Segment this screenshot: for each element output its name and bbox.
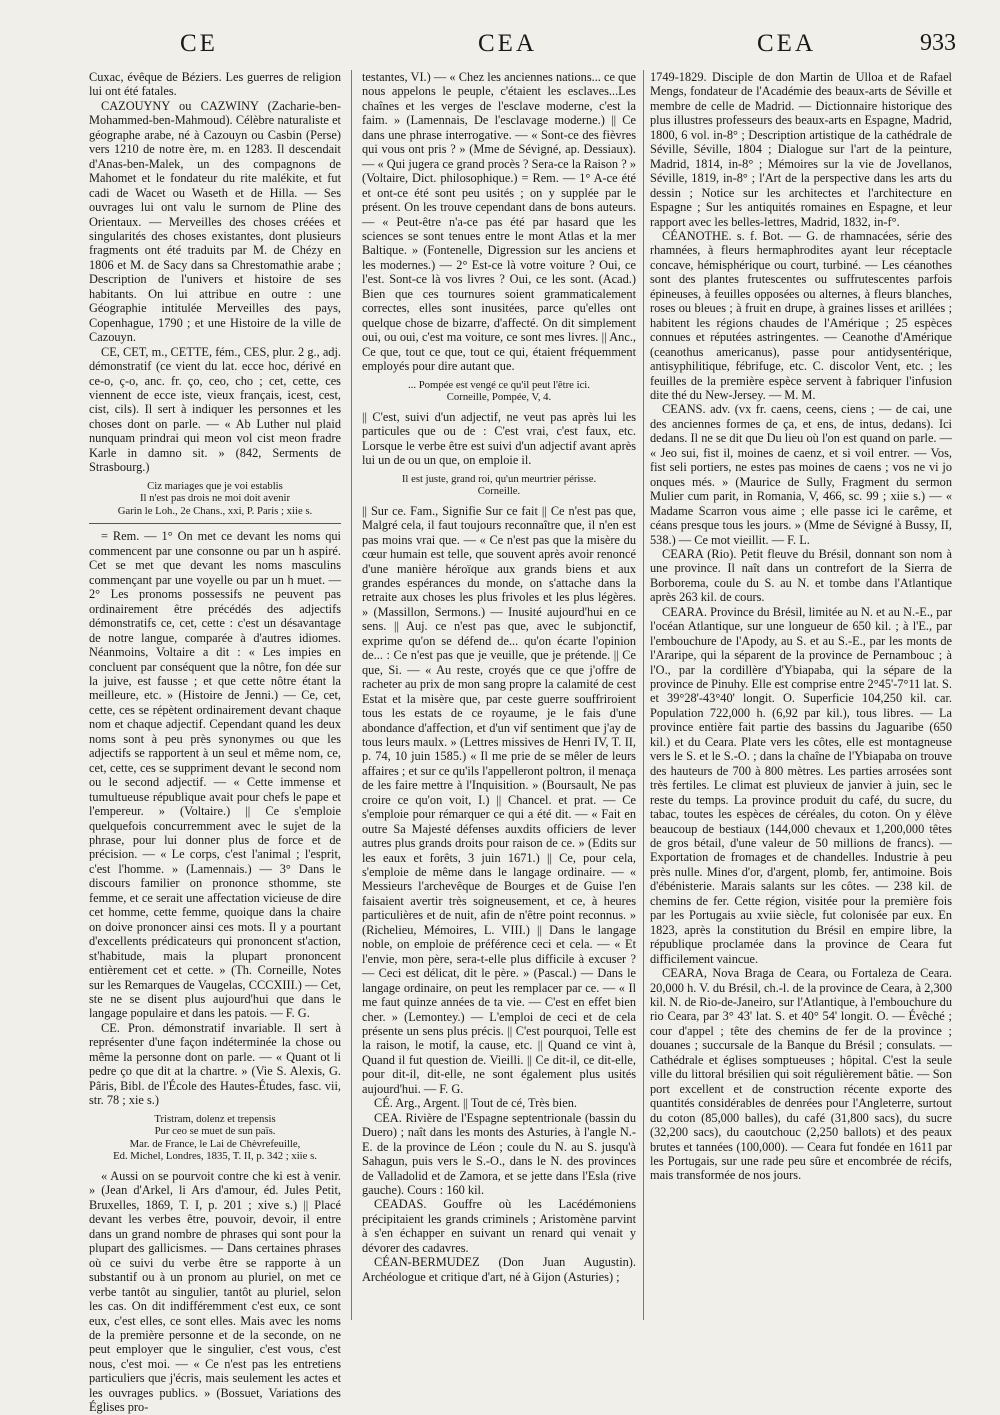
entry-ce-adjective: CE, CET, m., CETTE, fém., CES, plur. 2 g., adj. démonstratif (ce vient du lat. ecce hoc, dérivé en ce-o, ç-o, anc. fr. ço, ceo, cho ; cet, cette, ces viennent de ecce iste, vieux français, icest, cest, cist, cils). Il sert à indiquer les personnes et les choses dont on parle. — « Ab Luther nul plaid nunquam prindrai qui meon vol cist meon fradre Karle in damno sit. » (842, Serments de Strasbourg.) [89, 344, 341, 475]
entry-sur-ce: || Sur ce. Fam., Signifie Sur ce fait || Ce n'est pas que, Malgré cela, il faut toujours reconnaître que, il n'en est pas moins vrai que. — « Ce n'est pas que la misère du cœur humain est telle, que souvent après avoir renoncé d'une manière héroïque aux grands biens et aux grandes espérances du monde, on s'attache dans la retraite aux choses les plus frivoles et les plus légères. » (Massillon, Sermons.) — Inusité aujourd'hui en ce sens. || Auj. ce n'est pas que, avec le subjonctif, exprime qu'on se défend de... qu'on écarte l'opinion de... : Ce n'est pas que je veuille, que je prétende. || Ce que, Si. — « Au reste, croyés que ce que j'offre de racheter au prix de mon sang propre la calamité de cest Estat et la misère que, par ceste guerre souffriroient tous les estats de ce royaume, je le fais d'une abondance d'affection, et d'un vif sentiment que j'ay de tous leurs maulx. » (Lettres missives de Henri IV, T. II, p. 74, 10 juin 1585.) « Il me prie de se mêler de leurs affaires ; et sur ce qu'ils l'appelleront poltron, il menaça de les faire mettre à l'Inquisition. » (Boursault, Ne pas croire ce qu'on voit, I.) || Chancel. et prat. — Ce s'emploie pour rémarquer ce qui a été dit. — « Fait en outre Sa Majesté défenses auxdits officiers de lever autres plus grands droits pour raison de ce. » (Edits sur les eaux et forêts, 3 juin 1671.) || Ce, pour cela, s'emploie de même dans le langage ordinaire. — « Messieurs l'archevêque de Bourges et de Guise l'en faisaient avertir très soigneusement, et ce, à heures particulières et de nuit, afin de n'être point reconnus. » (Richelieu, Mémoires, L. VIII.) || Dans le langage noble, on emploie de préférence ceci et cela. — « Et l'envie, mon père, sera-t-elle plus difficile à excuser ? — Ceci est délicat, dit le père. » (Pascal.) — Dans le langage ordinaire, on peut les remplacer par ce. — « Il me faut quinze années de ta vie. — C'est en effet bien cher. » (Lemontey.) — L'emploi de ceci et de cela présente un sens plus précis. || C'est pourquoi, Telle est la raison, le motif, la cause, etc. || Quand ce vint à, Quand il fut question de. Vieilli. || Ce dit-il, ce dit-elle, pour dit-il, dit-elle, ne sont également plus usités aujourd'hui. — F. G. [362, 503, 636, 1096]
entry-cest-adjective: || C'est, suivi d'un adjectif, ne veut pas après lui les particules que ou de : C'est vrai, c'est faux, etc. Lorsque le verbe être est suivi d'un adjectif avant après lui un de ou un que, on emploie il. [362, 409, 636, 468]
entry-ceara-province: CEARA. Province du Brésil, limitée au N. et au N.-E., par l'océan Atlantique, sur une longueur de 650 kil. ; à l'E., par l'embouchure de l'Apody, au S. et au S.-E., par les monts de l'Araripe, qui la séparent de la province de Pernambouc ; à l'O., par la cordillère d'Ybiapaba, qui la sépare de la province de Pinuhy. Elle est comprise entre 2°45'-7°11 lat. S. et 39°28'-43°40' longit. O. Superficie 104,250 kil. car. Population 722,000 h. (6,92 par kil.), tous libres. — La province entière fait partie des bassins du Jaguaribe (650 kil.) et du Ceara. Plate vers les côtes, elle est montagneuse vers le S. et le S.-O. ; dans la chaîne de l'Ybiapaba on trouve des hauteurs de 700 à 800 mètres. Les parties arrosées sont très fertiles. Le climat est pluvieux de janvier à juin, sec le reste du temps. La province produit du café, du sucre, du tabac, toutes les espèces de céréales, du coton. On y élève beaucoup de bestiaux (144,000 chevaux et 1,200,000 têtes de gros bétail, d'une valeur de 50 millions de francs). — Exportation de fromages et de chandelles. Industrie à peu près nulle. Mines d'or, d'argent, plomb, fer, antimoine. Bois d'ébénisterie. Marais salants sur les côtes. — 238 kil. de chemins de fer. Cette région, visitée pour la première fois par les Portugais au xviie siècle, fut colonisée par eux. En 1823, après la constitution du Brésil en empire libre, la république proclamée dans la province de Ceara fut difficilement vaincue. [650, 604, 952, 966]
entry-cea-river: CEA. Rivière de l'Espagne septentrionale (bassin du Duero) ; naît dans les monts des Asturies, à l'angle N.-E. de la province de Léon ; coule du N. au S. jusqu'à Sahagun, puis vers le S.-O., dans le N. des provinces de Valladolid et de Zamora, et se jette dans l'Esla (rive gauche). Cours : 160 kil. [362, 1110, 636, 1197]
entry-ceadas: CEADAS. Gouffre où les Lacédémoniens précipitaient les grands criminels ; Aristomène parvint à s'en échapper en suivant un renard qui venait y dévorer des cadavres. [362, 1197, 636, 1255]
header-left-word: CE [180, 30, 218, 57]
header-right-word: CEA [757, 30, 816, 57]
column-3 [650, 70, 952, 1322]
entry-cean-bermudez: CÉAN-BERMUDEZ (Don Juan Augustin). Archéologue et critique d'art, né à Gijon (Asturies) ; [362, 1255, 636, 1284]
entry-ce-remarks: = Rem. — 1° On met ce devant les noms qui commencent par une consonne ou par un h aspiré. Cet se met que devant les noms masculins commençant par une voyelle ou par un h muet. — 2° Les pronoms possessifs ne peuvent pas ordinairement être précédés des adjectifs démonstratifs ce, cet, cette : c'est un désavantage de notre langue, comparée à d'autres idiomes. Néanmoins, Voltaire a dit : « Les impies en concluent par conséquent que la nôtre, fon dée sur la juive, est fausse ; et que cette nôtre étant la meilleure, etc. » (Histoire de Jenni.) — Ce, cet, cette, ces se répètent ordinairement devant chaque nom et chaque adjectif. Cependant quand les deux noms sont à peu près synonymes ou que les adjectifs se rapportent à un seul et même nom, ce, cet, cette, ces se suppriment devant le second nom ou le second adjectif. — « Cette immense et tumultueuse république avait pour chefs le pape et l'empereur. » (Voltaire.) || Ce s'emploie quelquefois concurremment avec le sujet de la phrase, pour lui donner plus de force et de précision. — « Le corps, c'est l'animal ; l'esprit, c'est l'homme. » (Lamennais.) — 3° Dans le discours familier on prononce sthomme, ste femme, et ce serait une affectation vicieuse de dire cet homme, cette femme, quoique dans la chaire on doive prononcer ainsi ces mots. Il y a pourtant d'excellents prédicateurs qui prononcent st'action, st'habitude, mais la plupart prononcent entièrement cet et cette. » (Th. Corneille, Notes sur les Remarques de Vaugelas, CCCXIII.) — Cet, ste ne se disent plus aujourd'hui que dans le langage populaire et dans les patois. — F. G. [89, 529, 341, 1021]
quotation-corneille: Il est juste, grand roi, qu'un meurtrier périsse. Corneille. [401, 472, 597, 498]
quotation-tristram: Tristram, dolenz et trepensis Pur ceo se muet de sun païs. Mar. de France, le Lai de Chèvrefeuille, Ed. Michel, Londres, 1835, T. II, p. 342 ; xiie s. [113, 1112, 317, 1163]
column-2 [362, 70, 636, 1322]
entry-ceara-river: CEARA (Rio). Petit fleuve du Brésil, donnant son nom à une province. Il naît dans un contrefort de la Sierra de Borborema, coule du S. au N. et tombe dans l'Atlantique après 263 kil. de cours. [650, 546, 952, 605]
column-1 [89, 70, 341, 1415]
column-divider-1 [351, 70, 352, 1320]
entry-ce-argot: CÉ. Arg., Argent. || Tout de cé, Très bien. [374, 1096, 577, 1111]
page-number: 933 [920, 30, 956, 56]
entry-continuation: Cuxac, évêque de Béziers. Les guerres de religion lui ont été fatales. [89, 70, 341, 99]
column-divider-2 [643, 70, 644, 1320]
entry-ce-pronoun: CE. Pron. démonstratif invariable. Il sert à représenter d'une façon indéterminée la chose ou même la personne dont on parle. — « Quant ot li pedre ço que dit at la chartre. » (Vie S. Alexis, G. Pâris, Bibl. de l'École des Hautes-Études, fasc. vii, str. 78 ; xie s.) [89, 1020, 341, 1108]
header-middle-word: CEA [478, 30, 537, 57]
entry-ceara-city: CEARA, Nova Braga de Ceara, ou Fortaleza de Ceara. 20,000 h. V. du Brésil, ch.-l. de la province de Ceara, à 2,300 kil. N. de Rio-de-Janeiro, sur l'Atlantique, à l'embouchure du rio Ceara, par 3° 43' lat. S. et 40° 54' longit. O. — Évêché ; cour d'appel ; tête des chemins de fer de la province ; douanes ; succursale de la Banque du Brésil ; consulats. — Cathédrale et églises somptueuses ; hôpital. C'est la seule ville du littoral brésilien qui soit régulièrement bâtie. — Son port excellent et de construction récente exporte des quantités considérables de denrées pour l'Angleterre, surtout du coton (85,000 balles), du café (31,800 sacs), du sucre (32,200 sacs), du caoutchouc (2,250 ballots) et des peaux brutes et tannées (100,000). — Ceara fut fondée en 1611 par les Portugais, sur une rade peu sûre et encombrée de récifs, mais transformée de nos jours. [650, 966, 952, 1183]
entry-cazouyny: CAZOUYNY ou CAZWINY (Zacharie-ben-Mohammed-ben-Mahmoud). Célèbre naturaliste et géographe arabe, né à Cazouyn ou Casbin (Perse) vers 1210 de notre ère, m. en 1283. Il descendait d'Anas-ben-Malek, un des compagnons de Mahomet et le fondateur du rite malékite, et fut cadi de Wacet ou Waseth et de Hilla. — Ses ouvrages lui ont valu le surnom de Pline des Orientaux. — Merveilles des choses créées et singularités des choses existantes, dont plusieurs fragments ont été traduits par M. de Chézy en 1806 et M. de Sacy dans sa Chrestomathie arabe ; Description de l'univers et histoire de ses habitants. On lui attribue en outre : une Géographie intitulée Merveilles des pays, Copenhague, 1790 ; et une Histoire de la ville de Cazouyn. [89, 98, 341, 345]
separator-rule [89, 523, 341, 524]
running-header [0, 30, 1000, 60]
entry-ce-pronoun-continued: « Aussi on se pourvoit contre che ki est à venir. » (Jean d'Arkel, li Ars d'amour, éd. Jules Petit, Bruxelles, 1869, T. I, p. 201 ; xive s.) || Placé devant les verbes être, pouvoir, devoir, il entre dans un grand nombre de phrases qui sont pour la plupart des gallicismes. — Dans certaines phrases où ce suivi du verbe être se rapporte à un substantif ou à un pronom au pluriel, on met ce verbe tantôt au singulier, tantôt au pluriel, selon les cas. On dit indifféremment c'est eux, ce sont eux, c'est elles, ce sont elles. Mais avec les noms de la première personne et de la seconde, on ne peut employer que le singulier, c'est vous, c'est nous, c'est moi. — « Ce n'est pas les entretiens particuliers que j'écris, mais seulement les actes et les ouvrages publics. » (Bossuet, Variations des Églises pro- [89, 1168, 341, 1415]
quotation-garin: Ciz mariages que je voi establis Il n'est pas drois ne moi doit avenir Garin le Loh., 2e Chans., xxi, P. Paris ; xiie s. [117, 479, 313, 517]
entry-ceanothe: CÉANOTHE. s. f. Bot. — G. de rhamnacées, série des rhamnées, à fleurs hermaphrodites ayant leur réceptacle concave, hémisphérique ou court, turbiné. — Les céanothes sont des plantes frutescentes ou suffrutescentes parfois épineuses, à feuilles opposées ou alternes, à fleurs blanches, roses ou bleues ; à fruit en drupe, à graines lisses et arillées ; habitent les régions chaudes de l'Amérique ; 25 espèces connues et réputées astringentes. — Ceanothe d'Amérique (ceanothus americanus), passe pour antidysentérique, antisyphilitique, fébrifuge, etc. C. discolor Vent, etc. ; les feuilles de la première espèce servent à fabriquer l'infusion dite thé du New-Jersey. — M. M. [650, 228, 952, 402]
quotation-pompee: ... Pompée est vengé ce qu'il peut l'être ici. Corneille, Pompée, V, 4. [408, 378, 590, 404]
entry-ceans: CEANS. adv. (vx fr. caens, ceens, ciens ; — de cai, une des anciennes formes de ça, et ens, de intus, dedans). Ici dedans. Il ne se dit que Du lieu où l'on est quand on parle. — « Jeo sui, fist il, moines de caenz, et si voil entrer. — Vos, fist seli portiers, ne estes pas moines de caens ; vos ne vi jo onques més. » (Maurice de Sully, Fragment du sermon Mulier cum parit, in Romania, V, 466, sc. 99 ; xiie s.) — « Madame Scarron vous aime ; elle passe ici le carême, et céans presque tous les jours. » (Mme de Sévigné à Bussy, II, 538.) — Ce mot vieillit. — F. L. [650, 402, 952, 547]
entry-ce-continued: testantes, VI.) — « Chez les anciennes nations... ce que nous appelons le peuple, c'étaient les esclaves...Les chaînes et les verges de l'esclave moderne, c'est la faim. » (Lamennais, De l'esclavage moderne.) || Ce dans une phrase interrogative. — « Sont-ce des fièvres qui vous ont pris ? » (Mme de Sévigné, ap. Dessiaux). — « Qui jugera ce grand procès ? Sera-ce la Raison ? » (Voltaire, Dict. philosophique.) = Rem. — 1° A-ce été et ont-ce été sont peu usités ; on y supplée par le présent. On les trouve cependant dans de bons auteurs. — « Peut-être n'a-ce pas été par hasard que les sciences se sont tenues entre le mont Atlas et la mer Baltique. » (Fontenelle, Digression sur les anciens et les modernes.) — 2° Est-ce là votre voiture ? Oui, ce l'est. Sont-ce là vos livres ? Oui, ce les sont. (Acad.) Bien que ces tournures soient grammaticalement correctes, elles sont inusitées, parce qu'elles ont quelque chose de bizarre, d'affecté. On dit simplement oui, ou oui, c'est ma voiture, ce sont mes livres. || Anc., Ce que, tout ce que, tout ce qui, étaient fréquemment employés pour dire autant que. [362, 70, 636, 374]
entry-cean-bermudez-continued: 1749-1829. Disciple de don Martin de Ulloa et de Rafael Mengs, fondateur de l'Académie des beaux-arts de Séville et membre de celle de Madrid. — Dictionnaire historique des plus illustres professeurs des beaux-arts en Espagne, Madrid, 1800, 6 vol. in-8° ; Description artistique de la cathédrale de Séville, Séville, 1804 ; Dialogue sur l'art de la peinture, Madrid, 1814, in-8° ; Mémoires sur la vie de Jovellanos, Séville, 1819, in-8° ; l'Art de la perspective dans les arts du dessin ; Notice sur les architectes et l'architecture en Espagne ; Sur les antiquités romaines en Espagne, et leur rapport avec les belles-lettres, Madrid, 1832, in-f°. [650, 70, 952, 229]
